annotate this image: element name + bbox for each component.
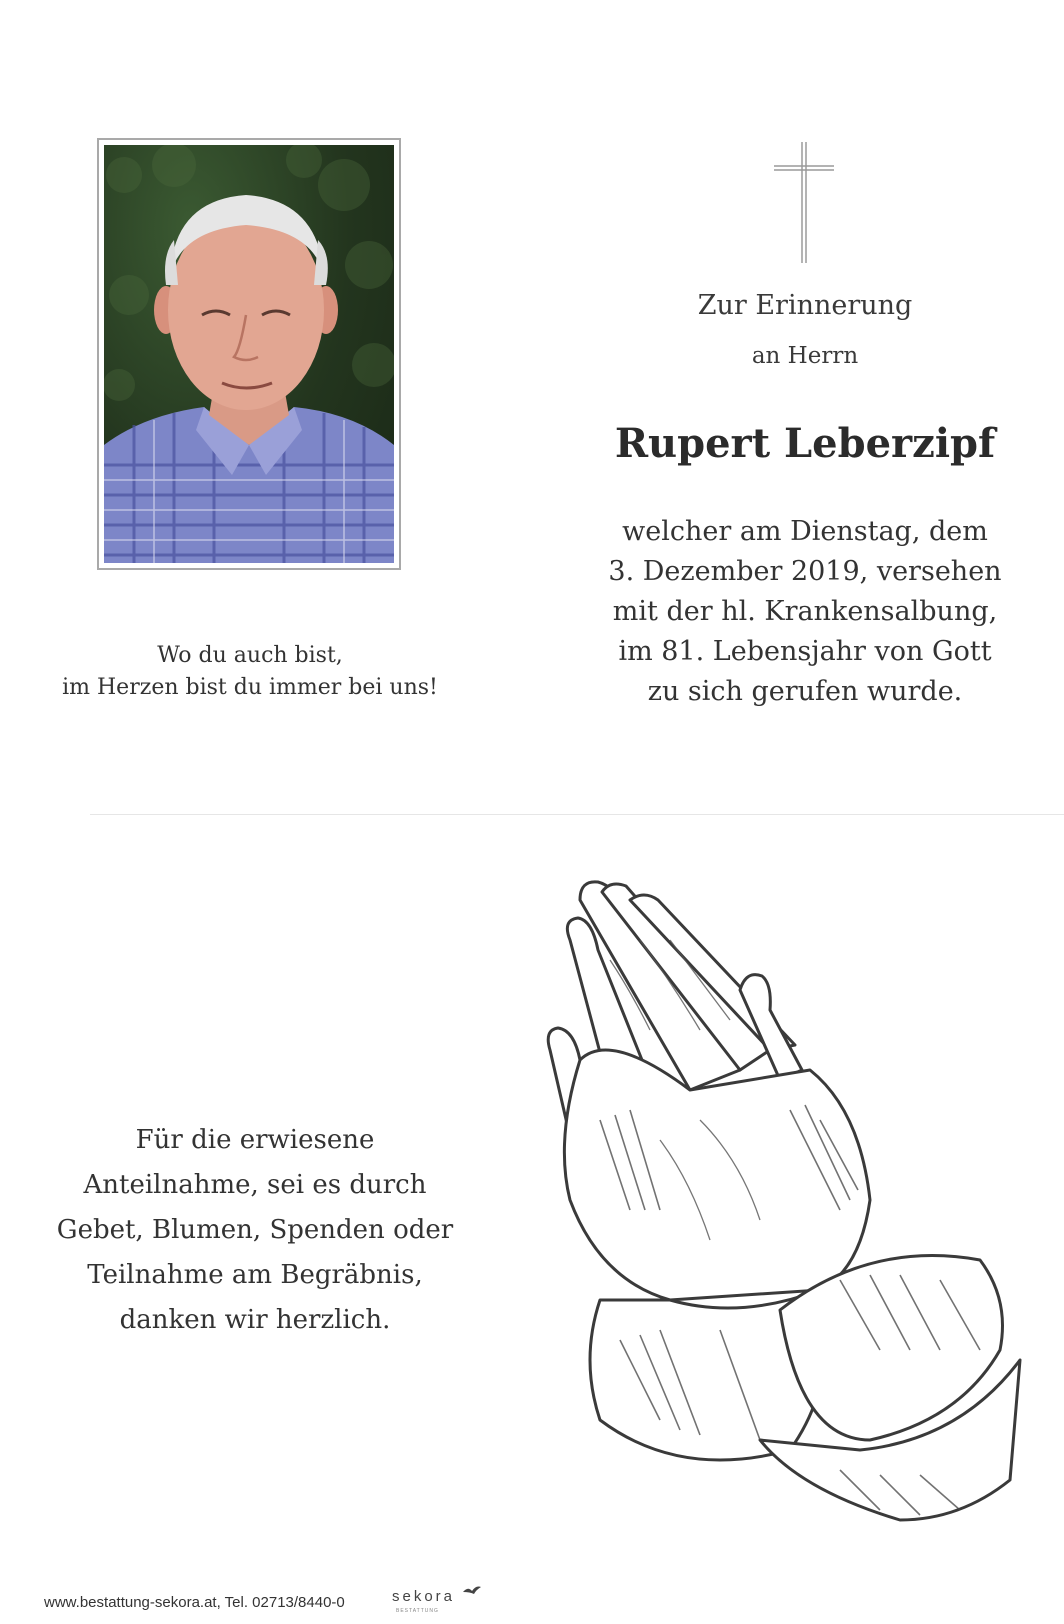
announcement-line: im 81. Lebensjahr von Gott: [618, 636, 992, 667]
memorial-quote: [40, 640, 460, 704]
company-logo-text: sekora: [392, 1588, 456, 1605]
fold-divider: [90, 814, 1064, 815]
portrait-photo: [104, 145, 394, 563]
thanks-line: Teilnahme am Begräbnis,: [87, 1260, 423, 1290]
announcement-line: 3. Dezember 2019, versehen: [608, 556, 1002, 587]
death-announcement: [590, 512, 1020, 712]
portrait-illustration: [104, 145, 394, 563]
praying-hands-illustration: [540, 880, 1060, 1570]
deceased-name: Rupert Leberzipf: [614, 420, 996, 467]
thanks-line: Für die erwiesene: [135, 1125, 375, 1155]
announcement-line: mit der hl. Krankensalbung,: [612, 596, 998, 627]
company-logo-subtext: BESTATTUNG: [396, 1608, 439, 1614]
thanks-line: danken wir herzlich.: [119, 1305, 391, 1335]
thanks-line: Anteilnahme, sei es durch: [83, 1170, 427, 1200]
quote-line: im Herzen bist du immer bei uns!: [62, 675, 438, 700]
intro-text: Zur Erinnerung: [697, 290, 913, 321]
bird-icon: [462, 1584, 482, 1598]
announcement-line: zu sich gerufen wurde.: [647, 676, 963, 707]
honorific-text: an Herrn: [751, 343, 859, 369]
announcement-line: welcher am Dienstag, dem: [622, 516, 988, 547]
thank-you-text: [40, 1118, 470, 1343]
quote-line: Wo du auch bist,: [157, 643, 343, 668]
footer-contact: www.bestattung-sekora.at, Tel. 02713/8440-0: [44, 1594, 345, 1611]
cross-icon: [772, 140, 836, 265]
portrait-photo-frame: [97, 138, 401, 570]
thanks-line: Gebet, Blumen, Spenden oder: [56, 1215, 454, 1245]
